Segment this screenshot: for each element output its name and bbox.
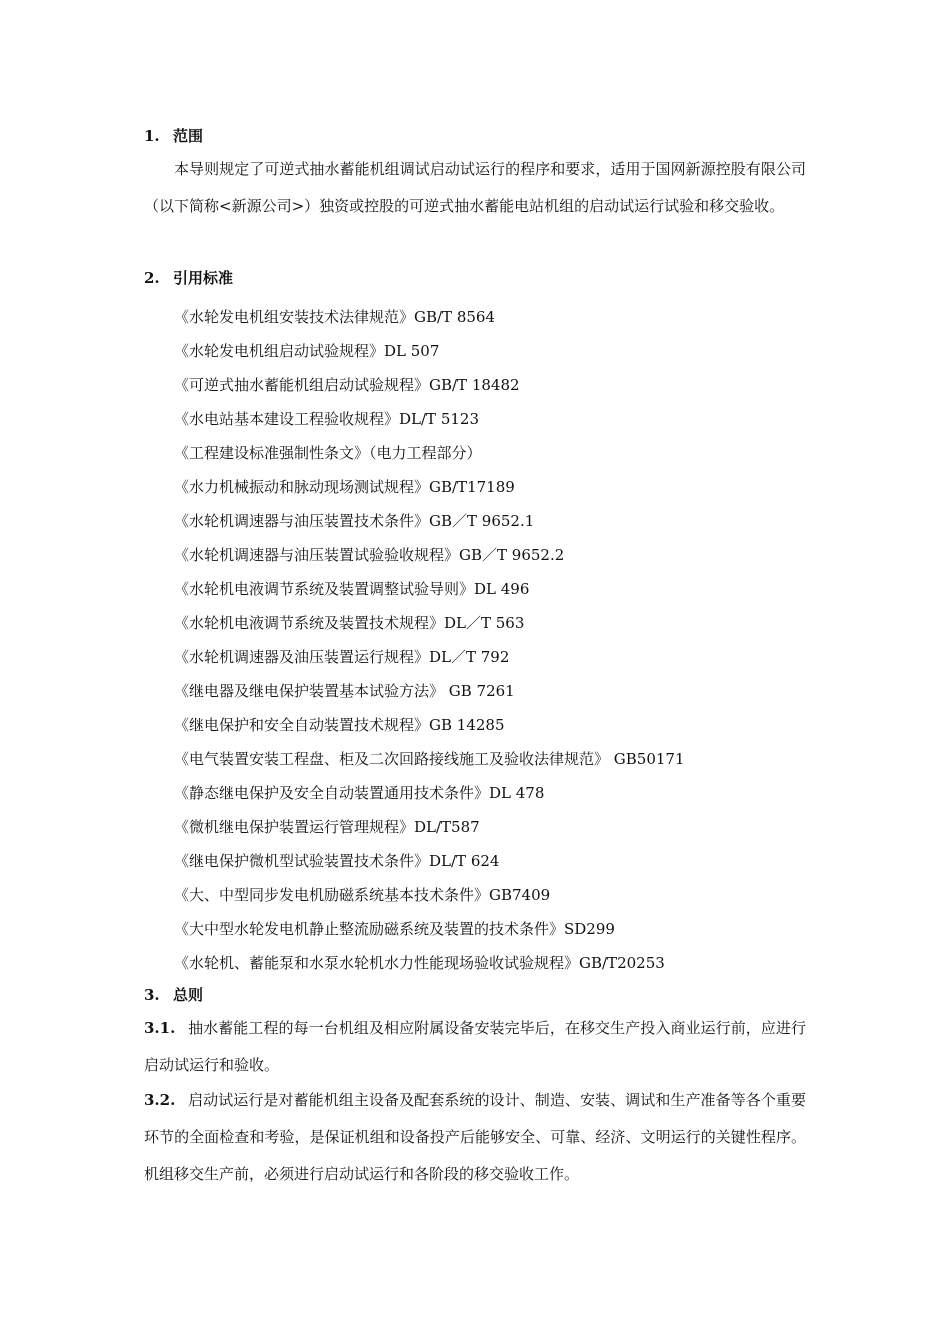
clause-3-2-text: 启动试运行是对蓄能机组主设备及配套系统的设计、制造、安装、调试和生产准备等各个重要环节的全面检查和考验，是保证机组和设备投产后能够安全、可靠、经济、文明运行的关键性程序。机组移交生产前，必须进行启动试运行和各阶段的移交验收工作。 bbox=[144, 1091, 806, 1183]
section-3-title: 总则 bbox=[173, 986, 204, 1004]
reference-item: 《水轮机电液调节系统及装置调整试验导则》DL 496 bbox=[174, 580, 530, 598]
reference-item: 《微机继电保护装置运行管理规程》DL/T587 bbox=[174, 818, 480, 836]
reference-item: 《电气装置安装工程盘、柜及二次回路接线施工及验收法律规范》 GB50171 bbox=[174, 750, 685, 768]
section-1-body: 本导则规定了可逆式抽水蓄能机组调试启动试运行的程序和要求，适用于国网新源控股有限公司（以下简称<新源公司>）独资或控股的可逆式抽水蓄能电站机组的启动试运行试验和移交验收。 bbox=[144, 160, 806, 215]
reference-item: 《水轮机、蓄能泵和水泵水轮机水力性能现场验收试验规程》GB/T20253 bbox=[174, 954, 665, 972]
reference-item: 《继电器及继电保护装置基本试验方法》 GB 7261 bbox=[174, 682, 515, 700]
clause-3-2-number: 3.2. bbox=[144, 1091, 176, 1109]
section-1-title: 范围 bbox=[173, 127, 204, 145]
reference-item: 《静态继电保护及安全自动装置通用技术条件》DL 478 bbox=[174, 784, 545, 802]
section-3-heading bbox=[144, 985, 203, 1005]
section-2-heading bbox=[144, 268, 233, 288]
reference-item: 《大中型水轮发电机静止整流励磁系统及装置的技术条件》SD299 bbox=[174, 920, 615, 938]
reference-item: 《水轮发电机组安装技术法律规范》GB/T 8564 bbox=[174, 308, 496, 326]
reference-item: 《水轮发电机组启动试验规程》DL 507 bbox=[174, 342, 440, 360]
clause-3-1-number: 3.1. bbox=[144, 1019, 176, 1037]
reference-item: 《水力机械振动和脉动现场测试规程》GB/T17189 bbox=[174, 478, 515, 496]
clause-3-1-text: 抽水蓄能工程的每一台机组及相应附属设备安装完毕后，在移交生产投入商业运行前，应进行启动试运行和验收。 bbox=[144, 1019, 806, 1074]
section-1-number: 1. bbox=[144, 127, 160, 145]
reference-item: 《工程建设标准强制性条文》（电力工程部分） bbox=[174, 444, 482, 462]
clause-3-2 bbox=[144, 1082, 806, 1193]
reference-item: 《继电保护和安全自动装置技术规程》GB 14285 bbox=[174, 716, 505, 734]
section-3-number: 3. bbox=[144, 986, 160, 1004]
reference-item: 《水电站基本建设工程验收规程》DL/T 5123 bbox=[174, 410, 479, 428]
reference-item: 《大、中型同步发电机励磁系统基本技术条件》GB7409 bbox=[174, 886, 551, 904]
section-1-heading bbox=[144, 126, 203, 146]
reference-list bbox=[174, 300, 685, 980]
reference-item: 《继电保护微机型试验装置技术条件》DL/T 624 bbox=[174, 852, 500, 870]
clause-3-1 bbox=[144, 1010, 806, 1084]
reference-item: 《可逆式抽水蓄能机组启动试验规程》GB/T 18482 bbox=[174, 376, 520, 394]
section-2-number: 2. bbox=[144, 269, 160, 287]
section-2-title: 引用标准 bbox=[173, 269, 234, 287]
reference-item: 《水轮机调速器及油压装置运行规程》DL／T 792 bbox=[174, 648, 510, 666]
reference-item: 《水轮机调速器与油压装置试验验收规程》GB／T 9652.2 bbox=[174, 546, 565, 564]
reference-item: 《水轮机电液调节系统及装置技术规程》DL／T 563 bbox=[174, 614, 525, 632]
reference-item: 《水轮机调速器与油压装置技术条件》GB／T 9652.1 bbox=[174, 512, 535, 530]
